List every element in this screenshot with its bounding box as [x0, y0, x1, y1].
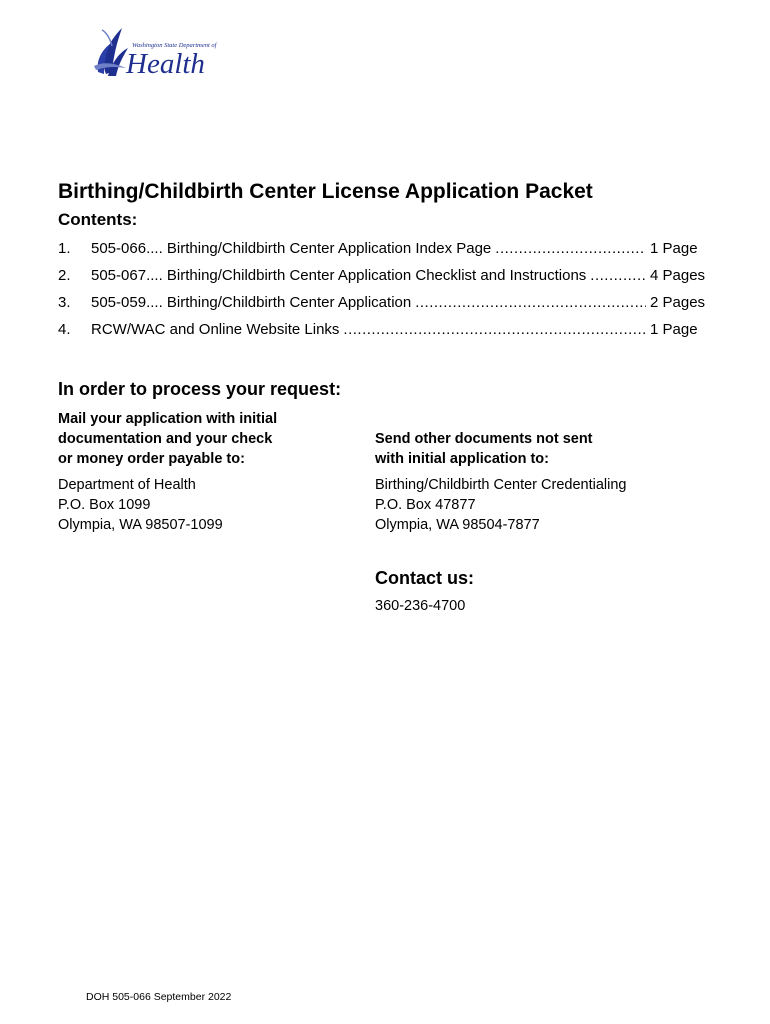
contents-item: [58, 240, 708, 267]
dot-leader: [415, 294, 646, 311]
contents-item-pages: 1 Page: [650, 321, 698, 338]
contents-item-title: Birthing/Childbirth Center Application Index Page: [166, 240, 492, 257]
mail-label-line: documentation and your check: [58, 431, 273, 447]
mail-label-line: or money order payable to:: [58, 451, 245, 467]
send-label-line: with initial application to:: [375, 451, 549, 467]
process-heading: In order to process your request:: [58, 379, 342, 399]
contents-item-pages: 4 Pages: [650, 267, 706, 284]
contents-item-code: 505-067 ....: [91, 267, 163, 284]
send-instructions-label: [375, 429, 675, 469]
send-label-line: Send other documents not sent: [375, 431, 593, 447]
contents-item-title: Birthing/Childbirth Center Application Checklist and Instructions: [166, 267, 587, 284]
logo-agency-text: Washington State Department of: [132, 42, 217, 49]
send-address: [375, 475, 626, 535]
address-line: Birthing/Childbirth Center Credentialing: [375, 477, 627, 493]
contents-item-number: 4.: [58, 321, 71, 338]
contents-item-code: 505-066 ....: [91, 240, 163, 257]
contents-heading: Contents:: [58, 210, 138, 229]
contents-item-pages: 1 Page: [650, 240, 698, 257]
contents-item: [58, 321, 708, 348]
form-footer: DOH 505-066 September 2022: [86, 991, 232, 1003]
address-line: P.O. Box 1099: [58, 497, 151, 513]
doh-leaf-logo-icon: [92, 22, 222, 82]
contents-list: [58, 240, 708, 348]
contact-heading: Contact us:: [375, 568, 474, 588]
address-line: Olympia, WA 98507-1099: [58, 517, 223, 533]
contents-item: [58, 294, 708, 321]
contents-item-title: Birthing/Childbirth Center Application: [166, 294, 412, 311]
dot-leader: [590, 267, 646, 284]
mail-address: [58, 475, 223, 535]
dot-leader: [495, 240, 646, 257]
dot-leader: [343, 321, 646, 338]
address-line: Department of Health: [58, 477, 196, 493]
contents-item-pages: 2 Pages: [650, 294, 706, 311]
contents-item-number: 1.: [58, 240, 71, 257]
contents-item-title: RCW/WAC and Online Website Links: [91, 321, 340, 338]
contents-item-number: 2.: [58, 267, 71, 284]
contents-item-code: 505-059 ....: [91, 294, 163, 311]
address-line: Olympia, WA 98504-7877: [375, 517, 540, 533]
contents-item-number: 3.: [58, 294, 71, 311]
contents-item: [58, 267, 708, 294]
page-title: Birthing/Childbirth Center License Application Packet: [58, 180, 593, 203]
logo-health-text: Health: [126, 48, 205, 80]
mail-instructions-label: [58, 409, 348, 469]
address-line: P.O. Box 47877: [375, 497, 476, 513]
mail-label-line: Mail your application with initial: [58, 411, 278, 427]
doh-health-logo: [92, 22, 222, 82]
contact-phone: 360-236-4700: [375, 598, 466, 614]
